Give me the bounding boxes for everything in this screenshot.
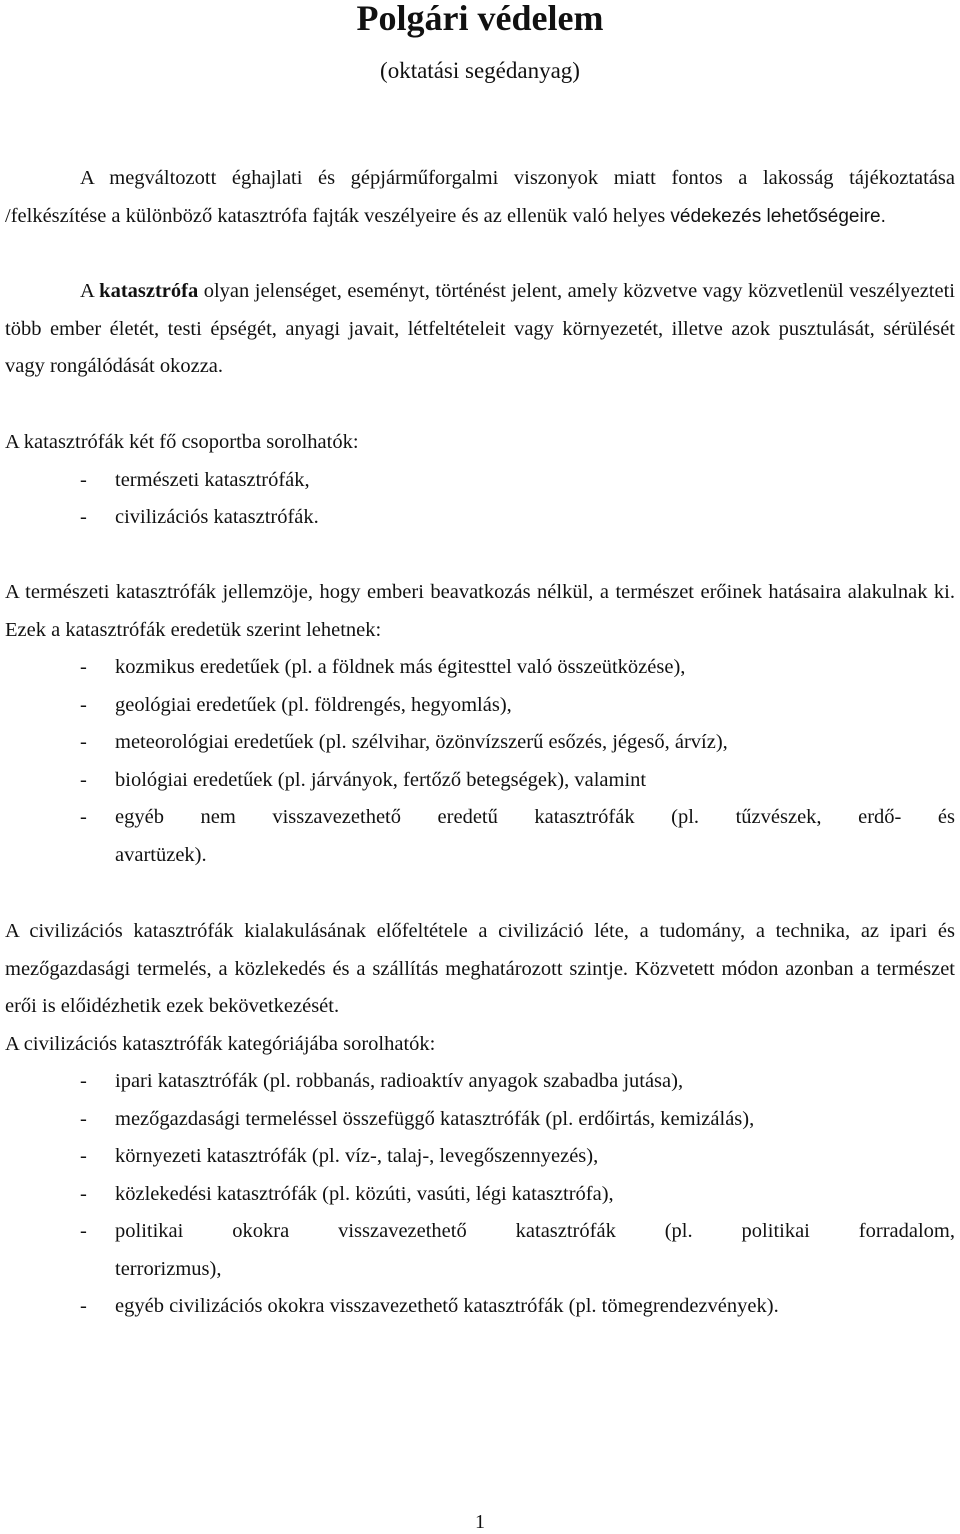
list-item (5, 1063, 955, 1101)
list-item-text: meteorológiai eredetűek (pl. szélvihar, özönvízszerű esőzés, jégeső, árvíz), (115, 731, 728, 753)
list-dash: - (80, 731, 87, 753)
list-dash: - (80, 1220, 87, 1242)
list-item-text-cont: terrorizmus), (115, 1257, 222, 1280)
list-item-text-cont: avartüzek). (115, 843, 207, 866)
list-item (5, 762, 955, 800)
list-item-text: egyéb civilizációs okokra visszavezethető katasztrófák (pl. tömegrendezvények). (115, 1295, 779, 1317)
list-item (5, 649, 955, 687)
list-item-text: természeti katasztrófák, (115, 468, 310, 491)
page-title: Polgári védelem (356, 0, 604, 38)
list-item-text: közlekedési katasztrófák (pl. közúti, vasúti, légi katasztrófa), (115, 1182, 614, 1205)
list-dash: - (80, 768, 87, 791)
list-item-text: egyéb nem visszavezethető eredetű katasztrófák (pl. tűzvészek, erdő- és (115, 806, 955, 828)
definition-prefix: A (80, 280, 100, 302)
list-dash: - (80, 506, 87, 528)
list-item-text: geológiai eredetűek (pl. földrengés, hegyomlás), (115, 693, 512, 716)
groups-list (5, 462, 955, 537)
list-dash: - (80, 1182, 87, 1205)
groups-heading: A katasztrófák két fő csoportba sorolhatók: (5, 431, 359, 453)
list-dash: - (80, 1295, 87, 1317)
list-dash: - (80, 1070, 87, 1092)
page-number: 1 (475, 1511, 485, 1533)
list-dash: - (80, 1107, 87, 1130)
definition-term: katasztrófa (99, 280, 199, 302)
definition-paragraph (5, 273, 955, 386)
list-item (5, 1101, 955, 1139)
groups-section (5, 424, 955, 537)
definition-text: olyan jelenséget, eseményt, történést jelent, amely közvetve vagy közvetlenül veszélyezteti több ember életét, testi épségét, anyagi javait, létfeltételeit vagy környezetét, illetve azok pusztulását, sérülését vagy rongálódását okozza. (5, 280, 955, 377)
list-dash: - (80, 468, 87, 491)
natural-section (5, 574, 955, 874)
list-dash: - (80, 693, 87, 716)
list-dash: - (80, 1145, 87, 1167)
civilization-section (5, 913, 955, 1326)
civilization-list (5, 1063, 955, 1326)
list-item (5, 724, 955, 762)
list-item-text: ipari katasztrófák (pl. robbanás, radioaktív anyagok szabadba jutása), (115, 1070, 684, 1092)
list-item-text: biológiai eredetűek (pl. járványok, fertőző betegségek), valamint (115, 768, 647, 791)
civilization-intro: A civilizációs katasztrófák kialakulásának előfeltétele a civilizáció léte, a tudomány, a technika, az ipari és mezőgazdasági termelés, a közlekedés és a szállítás meghatározott szintje. Közvetett módon azonban a természet erői is előidézhetik ezek bekövetkezését. (5, 920, 955, 1017)
list-item-text: civilizációs katasztrófák. (115, 506, 319, 528)
intro-text: A megváltozott éghajlati és gépjárműforgalmi viszonyok miatt fontos a lakosság tájékoztatása /felkészítése a különböző katasztrófa fajták veszélyeire és az ellenük való helyes (5, 167, 955, 227)
page-subtitle: (oktatási segédanyag) (380, 58, 580, 83)
list-item (5, 462, 955, 500)
list-item (5, 1176, 955, 1214)
list-dash: - (80, 656, 87, 678)
list-item (5, 1138, 955, 1176)
list-item-text: környezeti katasztrófák (pl. víz-, talaj-, levegőszennyezés), (115, 1145, 599, 1167)
list-item (5, 1213, 955, 1288)
list-dash: - (80, 806, 87, 828)
natural-intro: A természeti katasztrófák jellemzöje, hogy emberi beavatkozás nélkül, a természet erőinek hatásaira alakulnak ki. Ezek a katasztrófák eredetük szerint lehetnek: (5, 581, 955, 641)
list-item (5, 1288, 955, 1326)
list-item-text: mezőgazdasági termeléssel összefüggő katasztrófák (pl. erdőirtás, kemizálás), (115, 1107, 755, 1130)
civilization-heading: A civilizációs katasztrófák kategóriájába sorolhatók: (5, 1032, 436, 1055)
list-item (5, 499, 955, 537)
list-item-text: politikai okokra visszavezethető katasztrófák (pl. politikai forradalom, (115, 1220, 955, 1242)
list-item (5, 799, 955, 874)
intro-paragraph (5, 160, 955, 235)
list-item-text: kozmikus eredetűek (pl. a földnek más égitesttel való összeütközése), (115, 656, 686, 678)
natural-list (5, 649, 955, 874)
intro-text-end: védekezés lehetőségeire. (670, 205, 886, 227)
list-item (5, 687, 955, 725)
